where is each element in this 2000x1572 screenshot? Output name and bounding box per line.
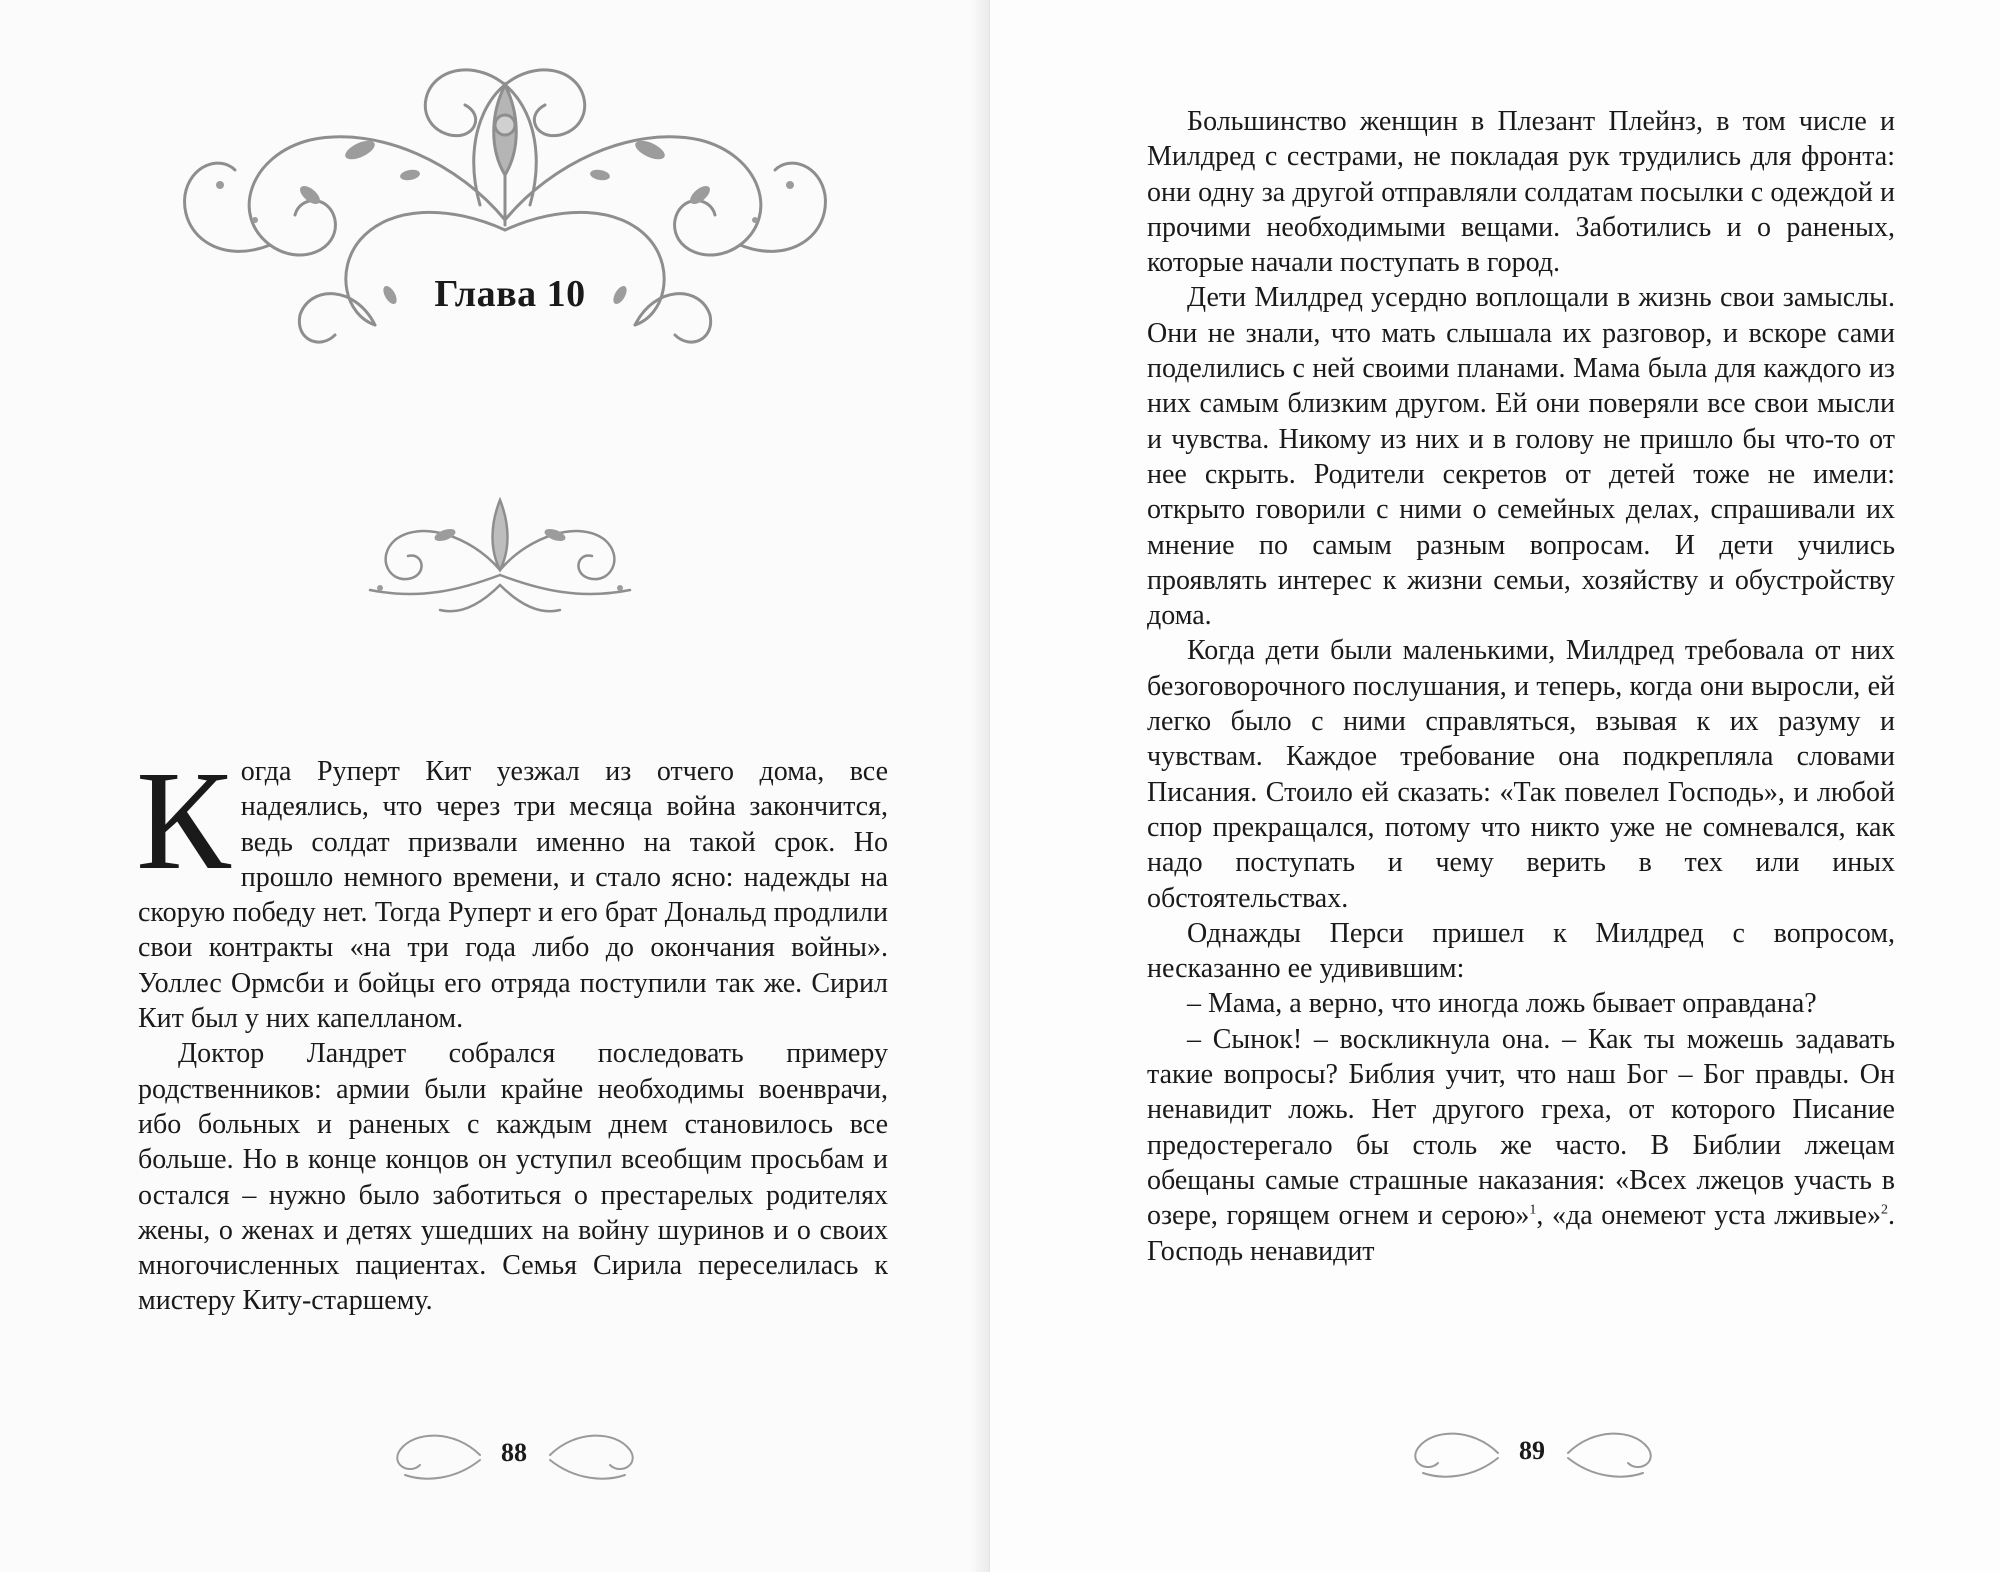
right-page-text (1147, 104, 1895, 1269)
flourish-icon (160, 55, 850, 375)
right-page (990, 0, 2000, 1572)
drop-cap: К (136, 741, 231, 899)
paragraph: Дети Милдред усердно воплощали в жизнь свои замыслы. Они не знали, что мать слышала их разговор, и вскоре сами поделились с ней своими планами. Мама была для каждого из них самым близким другом. Ей они поверяли все свои мысли и чувства. Никому из них и в голову не пришло бы что-то от нее скрыть. Родители секретов от детей тоже не имели: открыто говорили с ними о семейных делах, спрашивали их мнение по самым разным вопросам. И дети учились проявлять интерес к жизни семьи, хозяйству и обустройству дома. (1147, 282, 1895, 632)
footnote-ref: 2 (1881, 1202, 1888, 1218)
dialogue-line: – Мама, а верно, что иногда ложь бывает оправдана? (1187, 988, 1817, 1020)
flourish-icon (350, 480, 650, 630)
scroll-ornament-top (160, 55, 850, 375)
page-number: 88 (501, 1438, 527, 1467)
chapter-title: Глава 10 (434, 273, 586, 315)
paragraph: Большинство женщин в Плезант Плейнз, в том числе и Милдред с сестрами, не покладая рук трудились для фронта: они одну за другой отправляли солдатам посылки с одеждой и прочими необходимыми вещами. Заботились и о раненых, которые начали поступать в город. (1147, 106, 1895, 279)
paragraph-text: , «да онемеют уста лживые» (1536, 1200, 1881, 1232)
paragraph-text: огда Руперт Кит уезжал из отчего дома, все надеялись, что через три месяца война закончится, ведь солдат призвали именно на такой срок. Но прошло немного времени, и стало ясно: надежды на скорую победу нет. Тогда Руперт и его брат Дональд продлили свои контракты «на три года либо до окончания войны». Уоллес Ормсби и бойцы его отряда поступили так же. Сирил Кит был у них капелланом. (138, 756, 888, 1035)
dialogue-line (1147, 1022, 1895, 1269)
scroll-ornament-middle (350, 480, 650, 630)
paragraph-text: . Господь ненавидит (1147, 1200, 1895, 1267)
left-page (0, 0, 990, 1572)
footnote-ref: 1 (1529, 1202, 1537, 1218)
left-page-text (136, 741, 888, 1319)
page-number: 89 (1519, 1436, 1545, 1465)
paragraph-text: – Сынок! – воскликнула она. – Как ты можешь задавать такие вопросы? Библия учит, что наш Бог – Бог правды. Он ненавидит ложь. Нет другого греха, от которого Писание предостерегало бы столь же часто. В Библии лжецам обещаны самые страшные наказания: «Всех лжецов участь в озере, горящем огнем и серою» (1147, 1023, 1895, 1232)
paragraph (136, 741, 888, 1036)
paragraph: Однажды Перси пришел к Милдред с вопросом, несказанно ее удивившим: (1147, 917, 1895, 985)
paragraph: Доктор Ландрет собрался последовать примеру родственников: армии были крайне необходимы военврачи, ибо больных и раненых с каждым днем становилось все больше. Но в конце концов он уступил всеобщим просьбам и остался – нужно было заботиться о престарелых родителях жены, о женах и детях ушедших на войну шуринов и о своих многочисленных пациентах. Семья Сирила переселилась к мистеру Киту-старшему. (138, 1038, 888, 1317)
paragraph: Когда дети были маленькими, Милдред требовала от них безоговорочного послушания, и теперь, когда они выросли, ей легко было с ними справляться, взывая к их разуму и чувствам. Каждое требование она подкрепляла словами Писания. Стоило ей сказать: «Так повелел Господь», и любой спор прекращался, потому что никто уже не сомневался, как надо поступать и чему верить в тех или иных обстоятельствах. (1147, 635, 1895, 914)
